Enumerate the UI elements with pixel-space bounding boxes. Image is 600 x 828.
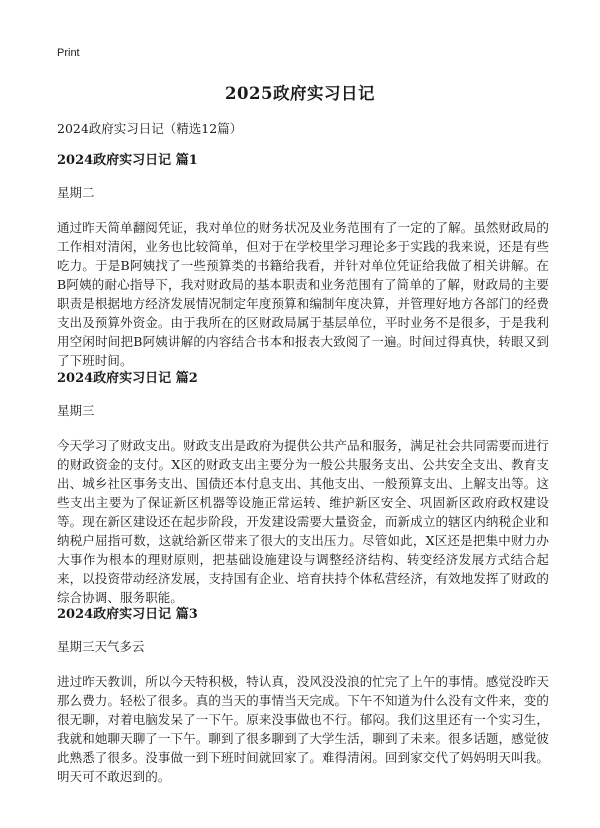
diary-entry-2 <box>57 371 549 607</box>
entry-heading: 2024政府实习日记 篇3 <box>57 607 198 622</box>
document-subtitle: 2024政府实习日记（精选12篇） <box>57 121 243 136</box>
entry-heading: 2024政府实习日记 篇2 <box>57 371 198 386</box>
page-title: 2025政府实习日记 <box>225 84 375 103</box>
entry-day: 星期三天气多云 <box>57 639 145 654</box>
diary-entry-3 <box>57 607 549 786</box>
diary-entry-1 <box>57 153 549 370</box>
entry-body: 通过昨天简单翻阅凭证，我对单位的财务状况及业务范围有了一定的了解。虽然财政局的工作相对清闲，业务也比较简单，但对于在学校里学习理论多于实践的我来说，还是有些吃力。于是B阿姨找了一些预算类的书籍给我看，并针对单位凭证给我做了相关讲解。在B阿姨的耐心指导下，我对财政局的基本职责和业务范围有了简单的了解，财政局的主要职责是根据地方经济发展情况制定年度预算和编制年度决算，并管理好地方各部门的经费支出及预算外资金。由于我所在的区财政局属于基层单位，平时业务不是很多，于是我利用空闲时间把B阿姨讲解的内容结合书本和报表大致阅了一遍。时间过得真快，转眼又到了下班时间。 <box>57 220 549 368</box>
print-link[interactable]: Print <box>57 47 80 59</box>
entry-body: 进过昨天教训，所以今天特积极，特认真，没风没没浪的忙完了上午的事情。感觉没昨天那么费力。轻松了很多。真的当天的事情当天完成。下午不知道为什么没有文件来，变的很无聊，对着电脑发呆了一下午。原来没事做也不行。郁闷。我们这里还有一个实习生，我就和她聊天聊了一下午。聊到了很多聊到了大学生活，聊到了未来。很多话题，感觉彼此熟悉了很多。没事做一到下班时间就回家了。难得清闲。回到家交代了妈妈明天叫我。明天可不敢迟到的。 <box>57 674 549 784</box>
entry-day: 星期三 <box>57 403 95 418</box>
entry-body: 今天学习了财政支出。财政支出是政府为提供公共产品和服务，满足社会共同需要而进行的财政资金的支付。X区的财政支出主要分为一般公共服务支出、公共安全支出、教育支出、城乡社区事务支出、国债还本付息支出、其他支出、一般预算支出、上解支出等。这些支出主要为了保证新区机器等设施正常运转、维护新区安全、巩固新区政府政权建设等。现在新区建设还在起步阶段，开发建设需要大量资金，而新成立的辖区内纳税企业和纳税户屈指可数，这就给新区带来了很大的支出压力。尽管如此，X区还是把集中财力办大事作为根本的理财原则，把基础设施建设与调整经济结构、转变经济发展方式结合起来，以投资带动经济发展，支持国有企业、培育扶持个体私营经济，有效地发挥了财政的综合协调、服务职能。 <box>57 438 549 605</box>
entry-heading: 2024政府实习日记 篇1 <box>57 153 198 168</box>
entry-day: 星期二 <box>57 185 95 200</box>
